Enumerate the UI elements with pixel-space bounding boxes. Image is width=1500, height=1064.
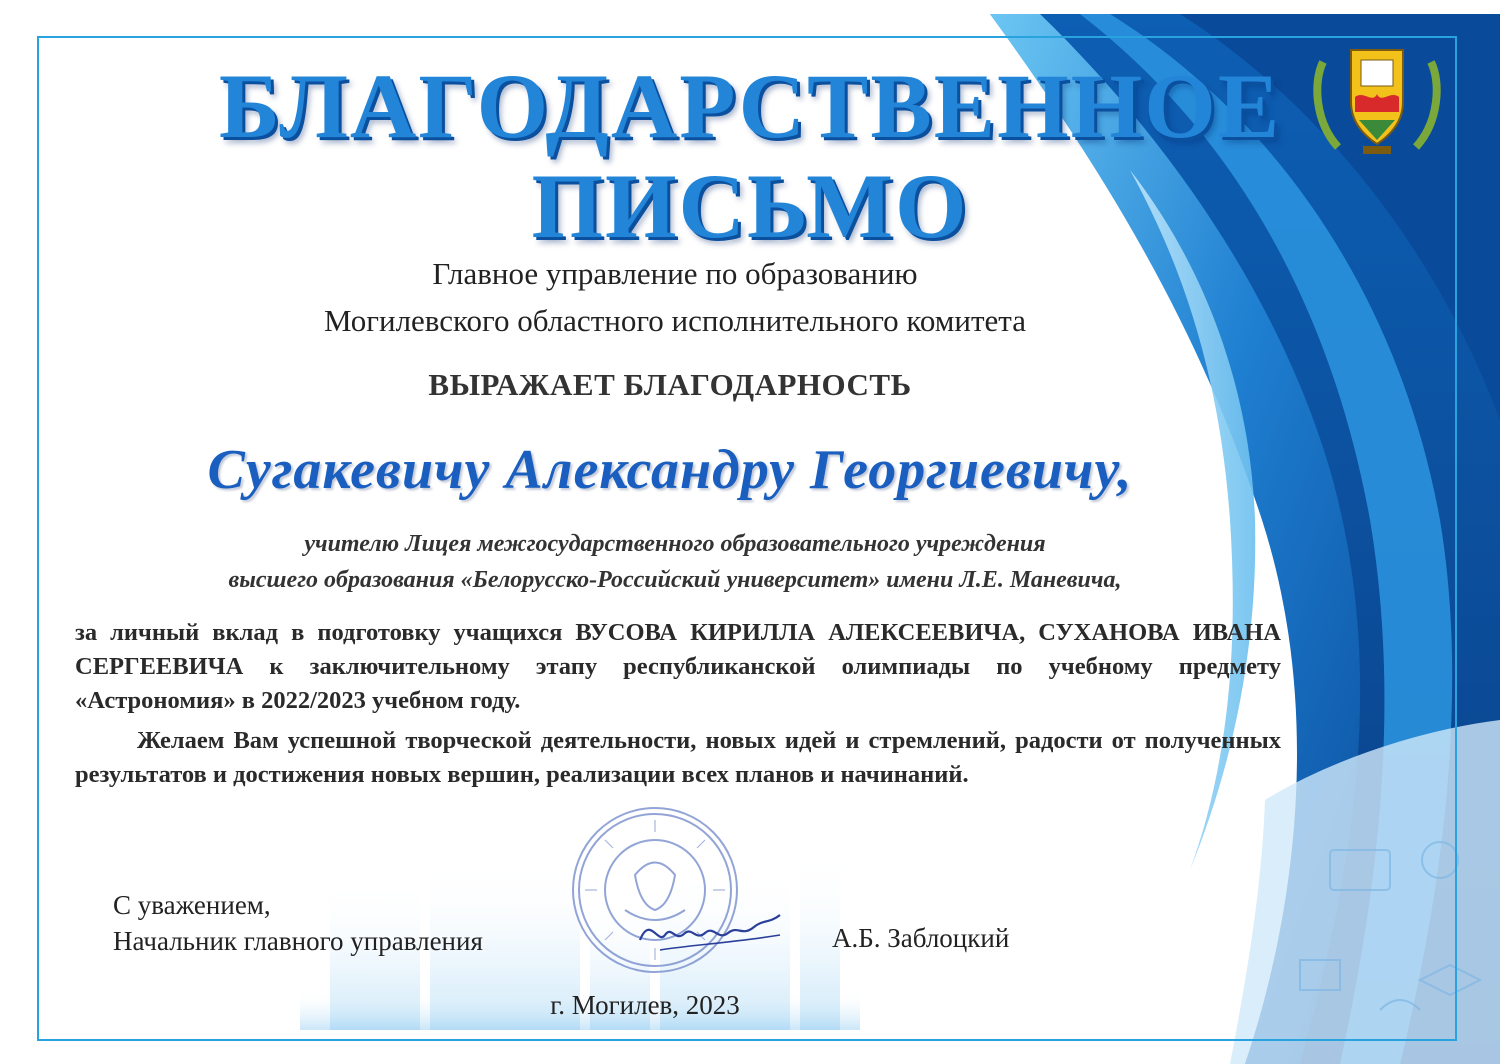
issuer-line-2: Могилевского областного исполнительного комитета <box>323 303 1026 338</box>
reason-paragraph: за личный вклад в подготовку учащихся ВУСОВА КИРИЛЛА АЛЕКСЕЕВИЧА, СУХАНОВА ИВАНА СЕРГЕЕВИЧА к заключительному этапу республиканской олимпиады по учебному предмету «Астрономия» в 2022/2023 учебном году. <box>75 619 1281 714</box>
signer-name: А.Б. Заблоцкий <box>832 923 1010 953</box>
title-line-1: БЛАГОДАРСТВЕННОЕ <box>218 55 1282 157</box>
closing-greeting: С уважением, <box>113 890 271 920</box>
recipient-position-line-2: высшего образования «Белорусско-Российский университет» имени Л.Е. Маневича, <box>228 567 1122 593</box>
action-heading: ВЫРАЖАЕТ БЛАГОДАРНОСТЬ <box>428 367 912 402</box>
signer-title: Начальник главного управления <box>113 926 483 956</box>
title-line-2: ПИСЬМО <box>531 155 969 257</box>
issuer-line-1: Главное управление по образованию <box>432 256 918 291</box>
city-year: г. Могилев, 2023 <box>550 990 740 1020</box>
recipient-name: Сугакевичу Александру Георгиевичу, <box>207 439 1133 501</box>
handwritten-signature <box>630 905 790 965</box>
recipient-position-line-1: учителю Лицея межгосударственного образовательного учреждения <box>304 531 1046 557</box>
wishes-paragraph: Желаем Вам успешной творческой деятельности, новых идей и стремлений, радости от полученных результатов и достижения новых вершин, реализации всех планов и начинаний. <box>75 727 1281 788</box>
